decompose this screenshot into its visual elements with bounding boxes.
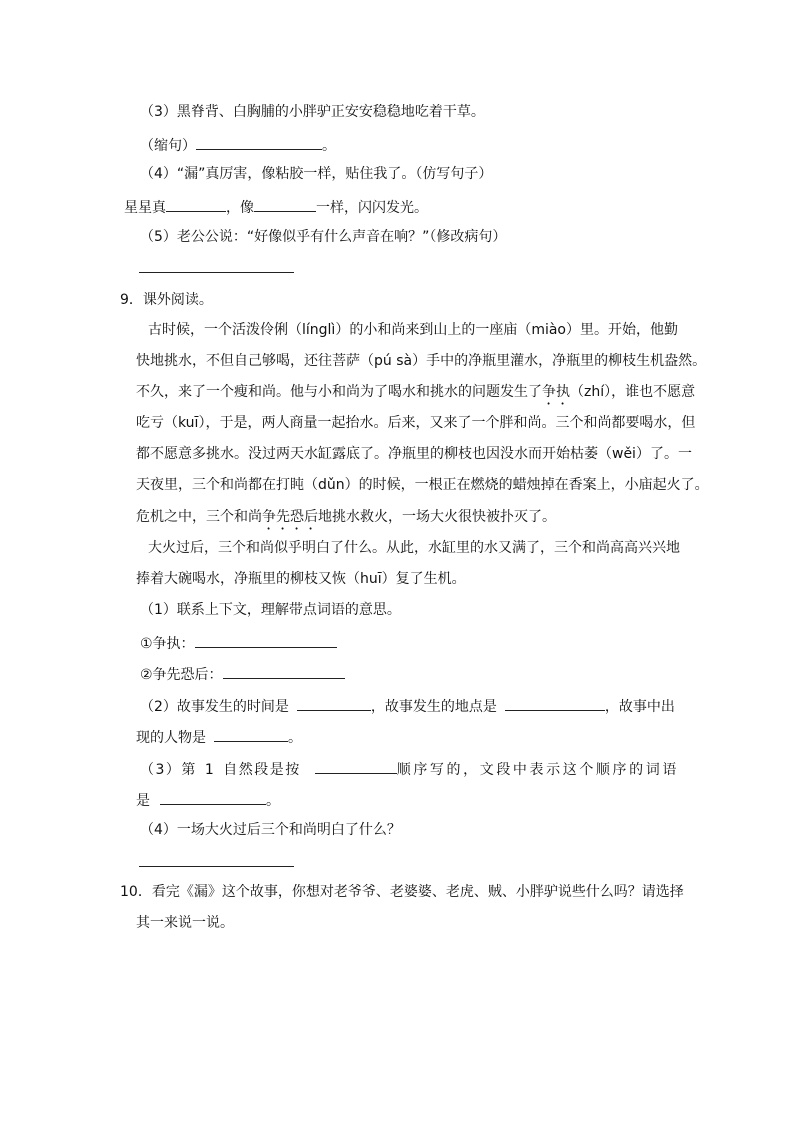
answer-blank[interactable] (214, 726, 288, 742)
q8-item3-answer (140, 134, 336, 154)
q8-item3-paren: （缩句） (140, 138, 196, 154)
q10-line1: 10．看完《漏》这个故事，你想对老爷爷、老婆婆、老虎、贼、小胖驴说些什么吗？请选择 (120, 884, 684, 900)
q9-sub3-cont (136, 789, 280, 809)
q8-item4-part-c: 一样，闪闪发光。 (316, 200, 428, 216)
q9-sub1-a (140, 632, 337, 652)
answer-line[interactable] (139, 272, 294, 273)
answer-blank[interactable] (196, 134, 322, 150)
answer-blank[interactable] (166, 196, 226, 212)
q8-item3: （3）黑脊背、白胸脯的小胖驴正安安稳稳地吃着干草。 (140, 104, 485, 120)
q9-sub2-part-b: ，故事发生的地点是 (370, 699, 497, 715)
q8-item4: （4）“漏”真厉害，像粘胶一样，贴住我了。（仿写句子） (140, 166, 493, 182)
q9-title: 9．课外阅读。 (120, 292, 213, 308)
q9-p2-line1: 大火过后，三个和尚似乎明白了什么。从此，水缸里的水又满了，三个和尚高高兴兴地 (148, 540, 680, 556)
period: 。 (322, 138, 336, 154)
q9-sub2-part-c: ，故事中出 (604, 699, 675, 715)
q9-sub1-b-label: ②争先恐后： (140, 667, 223, 683)
q9-p1-line7: 危机之中，三个和尚争先恐后地挑水救火，一场大火很快被扑灭了。 (136, 509, 556, 525)
q9-sub1-a-label: ①争执： (140, 636, 195, 652)
q9-p2-line2: 捧着大碗喝水，净瓶里的柳枝又恢（huī）复了生机。 (136, 571, 466, 587)
q9-sub2-part-d: 现的人物是 (136, 730, 206, 746)
answer-blank[interactable] (297, 695, 371, 711)
q8-item4-part-a: 星星真 (124, 200, 166, 216)
dotted-word-zhengzhi: 争执 (542, 384, 570, 400)
q9-sub3-part-a: （3）第 1 自然段是按 (140, 762, 301, 778)
dotted-word-zhengxiankonghou: 争先恐后 (262, 509, 318, 525)
q9-p1-line5: 都不愿意多挑水。没过两天水缸露底了。净瓶里的柳枝也因没水而开始枯萎（wěi）了。一 (136, 446, 692, 462)
q9-sub2 (140, 695, 676, 715)
period: 。 (288, 730, 302, 746)
answer-blank[interactable] (505, 695, 605, 711)
q9-p1-line2: 快地挑水，不但自己够喝，还往菩萨（pú sà）手中的净瓶里灌水，净瓶里的柳枝生机盎然。 (136, 353, 707, 369)
q8-item4-part-b: ，像 (226, 200, 254, 216)
q9-p1-line1: 古时候，一个活泼伶俐（línglì）的小和尚来到山上的一座庙（miào）里。开始，他勤 (148, 322, 678, 338)
q9-sub2-part-a: （2）故事发生的时间是 (140, 699, 289, 715)
answer-blank[interactable] (195, 632, 337, 648)
q9-sub4: （4）一场大火过后三个和尚明白了什么？ (140, 822, 401, 838)
q9-sub3-part-b: 顺序写的，文段中表示这个顺序的词语 (396, 762, 679, 778)
q9-p1-line4: 吃亏（kuī），于是，两人商量一起抬水。后来，又来了一个胖和尚。三个和尚都要喝水，但 (136, 415, 696, 431)
q9-sub1-b (140, 663, 345, 683)
q9-p1-line3: 不久，来了一个瘦和尚。他与小和尚为了喝水和挑水的问题发生了争执（zhí），谁也不愿意 (136, 384, 696, 400)
q9-sub3-part-c: 是 (136, 793, 150, 809)
period: 。 (266, 793, 280, 809)
q9-p1-line6: 天夜里，三个和尚都在打盹（dǔn）的时候，一根正在燃烧的蜡烛掉在香案上，小庙起火了。 (136, 477, 709, 493)
q9-sub3 (140, 758, 679, 778)
answer-line[interactable] (139, 866, 294, 867)
answer-blank[interactable] (315, 758, 397, 774)
answer-blank[interactable] (254, 196, 316, 212)
answer-blank[interactable] (223, 663, 345, 679)
q8-item5: （5）老公公说：“好像似乎有什么声音在响？”（修改病句） (140, 229, 507, 245)
q8-item4-answer (124, 196, 428, 216)
answer-blank[interactable] (160, 789, 266, 805)
q9-sub2-cont (136, 726, 302, 746)
q10-line2: 其一来说一说。 (136, 915, 234, 931)
q9-sub1: （1）联系上下文，理解带点词语的意思。 (140, 602, 401, 618)
